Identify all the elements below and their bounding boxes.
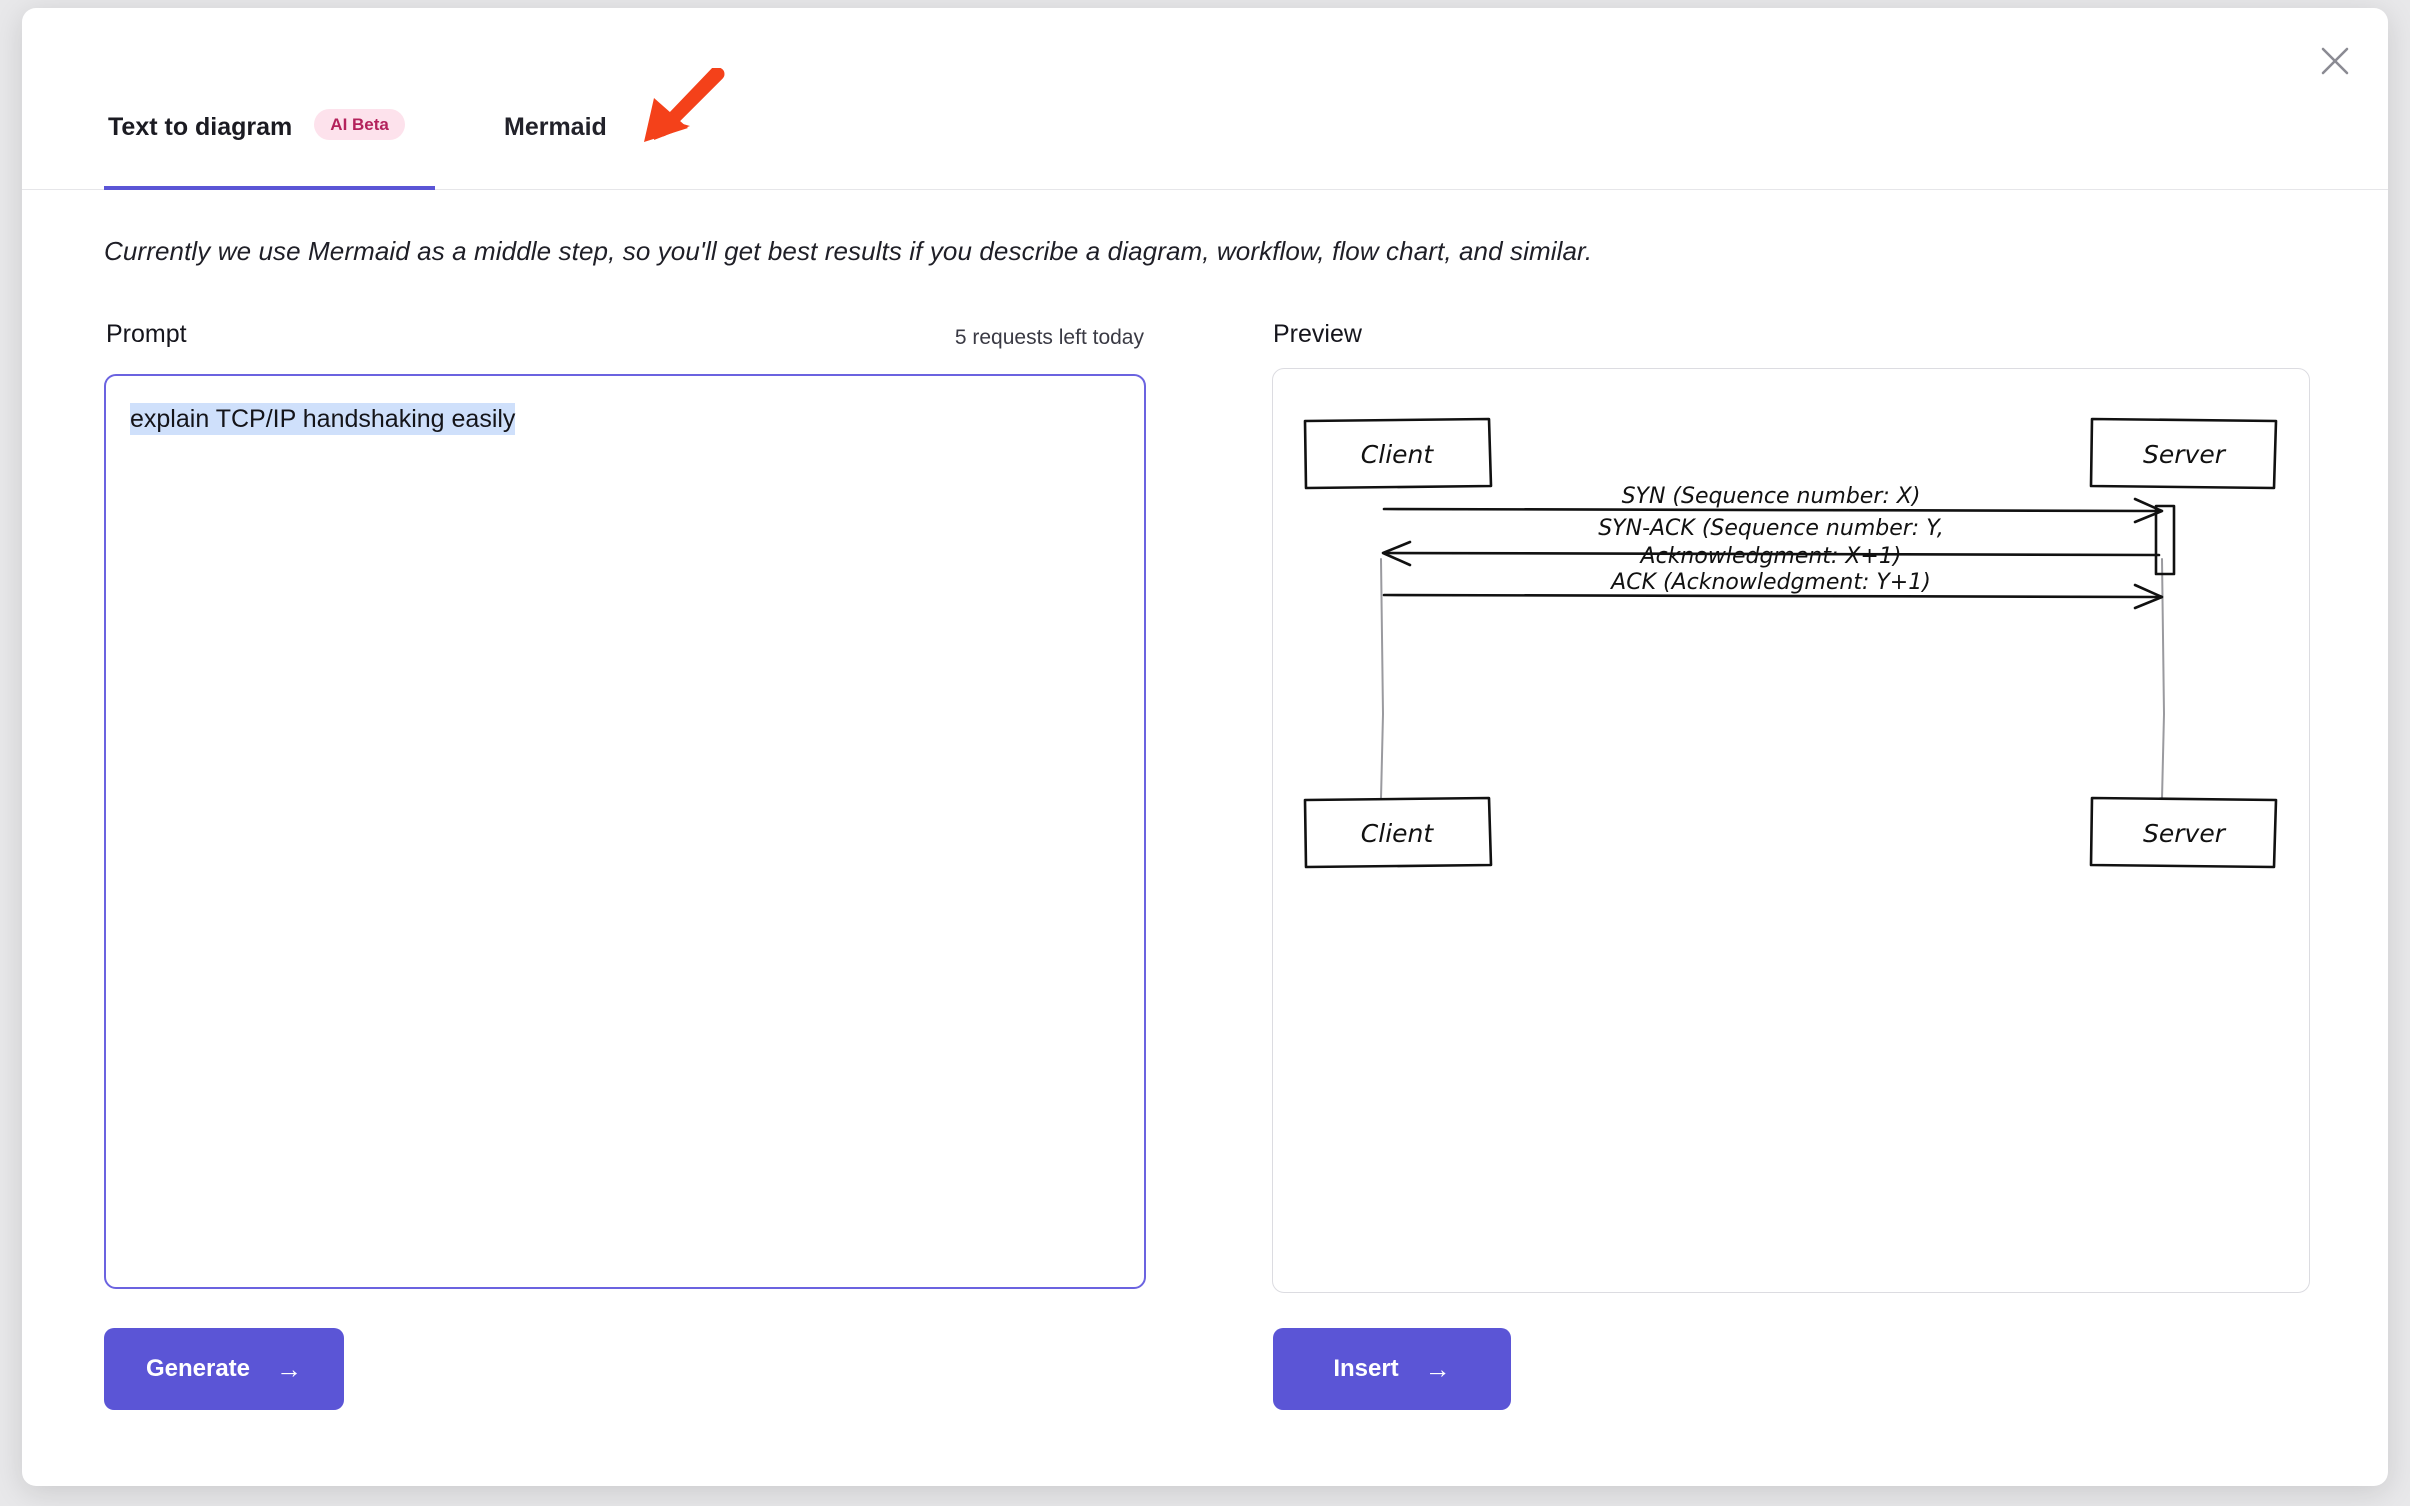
message-synack-label-line1: SYN-ACK (Sequence number: Y, xyxy=(1598,516,1944,541)
preview-label: Preview xyxy=(1273,320,1362,348)
tab-mermaid-label: Mermaid xyxy=(504,113,607,141)
generate-button-label: Generate xyxy=(145,1355,251,1382)
participant-server-top: Server xyxy=(2143,440,2225,469)
tab-mermaid[interactable] xyxy=(500,112,611,190)
tab-text-to-diagram-label: Text to diagram xyxy=(108,113,293,141)
hint-text: Currently we use Mermaid as a middle step, so you'll get best results if you describe a diagram, workflow, flow chart, and similar. xyxy=(104,236,1593,266)
prompt-label: Prompt xyxy=(106,320,187,348)
preview-panel xyxy=(1272,368,2310,1293)
generate-button[interactable] xyxy=(104,1328,344,1410)
prompt-input-value: explain TCP/IP handshaking easily xyxy=(130,405,516,433)
message-synack-label-line2: Acknowledgment: X+1) xyxy=(1640,544,1902,569)
message-ack-label: ACK (Acknowledgment: Y+1) xyxy=(1611,570,1931,595)
tab-text-to-diagram[interactable] xyxy=(104,112,435,190)
sequence-diagram xyxy=(1273,369,2309,1292)
insert-button-label: Insert xyxy=(1333,1355,1399,1382)
arrow-right-icon: → xyxy=(1424,1354,1451,1384)
requests-left-counter: 5 requests left today xyxy=(954,326,1144,349)
participant-server-bottom: Server xyxy=(2143,819,2225,848)
arrow-right-icon: → xyxy=(276,1354,303,1384)
text-to-diagram-dialog xyxy=(22,8,2388,1486)
tab-bar xyxy=(22,8,2388,190)
message-syn-label: SYN (Sequence number: X) xyxy=(1621,484,1921,509)
ai-beta-badge: AI Beta xyxy=(314,109,405,140)
prompt-input[interactable] xyxy=(104,374,1146,1289)
participant-client-top: Client xyxy=(1360,440,1434,469)
participant-client-bottom: Client xyxy=(1360,819,1434,848)
insert-button[interactable] xyxy=(1273,1328,1511,1410)
